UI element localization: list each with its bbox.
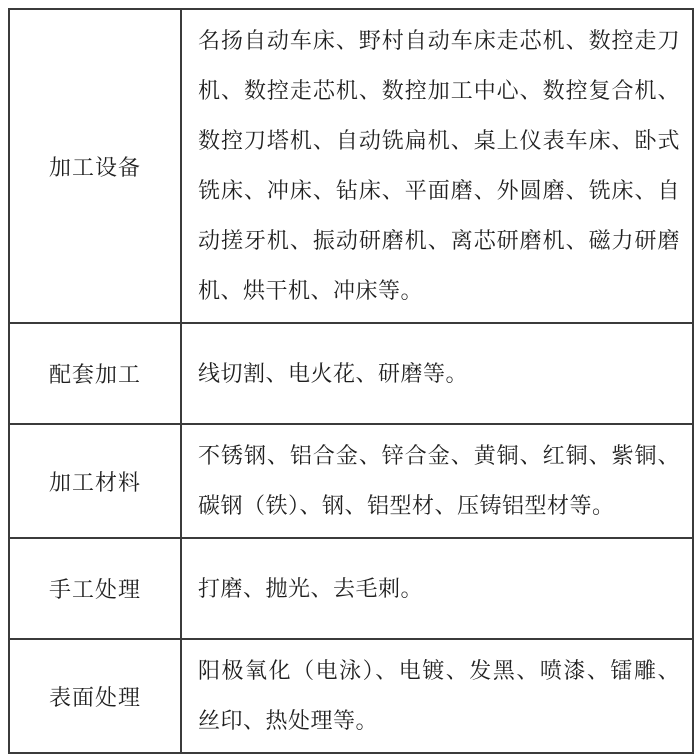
category-label-cell xyxy=(10,640,182,752)
category-label: 手工处理 xyxy=(48,577,141,602)
category-label: 表面处理 xyxy=(48,684,141,710)
table-row xyxy=(10,423,692,537)
category-label-cell xyxy=(10,324,182,423)
category-content: 线切割、电火花、研磨等。 xyxy=(198,360,469,386)
category-label: 配套加工 xyxy=(48,362,141,387)
table-row xyxy=(10,322,692,423)
category-label: 加工设备 xyxy=(48,154,141,180)
category-content-cell xyxy=(182,10,692,322)
category-label-cell xyxy=(10,10,182,322)
category-content: 不锈钢、铝合金、锌合金、黄铜、红铜、紫铜、碳钢（铁）、钢、铝型材、压铸铝型材等。 xyxy=(198,443,680,518)
category-content-cell xyxy=(182,324,692,423)
category-label-cell xyxy=(10,539,182,638)
category-label-cell xyxy=(10,425,182,537)
category-label: 加工材料 xyxy=(48,469,141,495)
table-row xyxy=(10,638,692,752)
category-content-cell xyxy=(182,539,692,638)
table-row xyxy=(10,537,692,638)
category-content-cell xyxy=(182,640,692,752)
category-content-cell xyxy=(182,425,692,537)
category-content: 阳极氧化（电泳）、电镀、发黑、喷漆、镭雕、丝印、热处理等。 xyxy=(198,658,680,733)
table-row xyxy=(10,10,692,322)
specifications-table xyxy=(8,8,694,754)
category-content: 名扬自动车床、野村自动车床走芯机、数控走刀机、数控走芯机、数控加工中心、数控复合机、数控刀塔机、自动铣扁机、桌上仪表车床、卧式铣床、冲床、钻床、平面磨、外圆磨、铣床、自动搓牙机、振动研磨机、离芯研磨机、磁力研磨机、烘干机、冲床等。 xyxy=(198,28,680,303)
category-content: 打磨、抛光、去毛刺。 xyxy=(198,575,424,601)
